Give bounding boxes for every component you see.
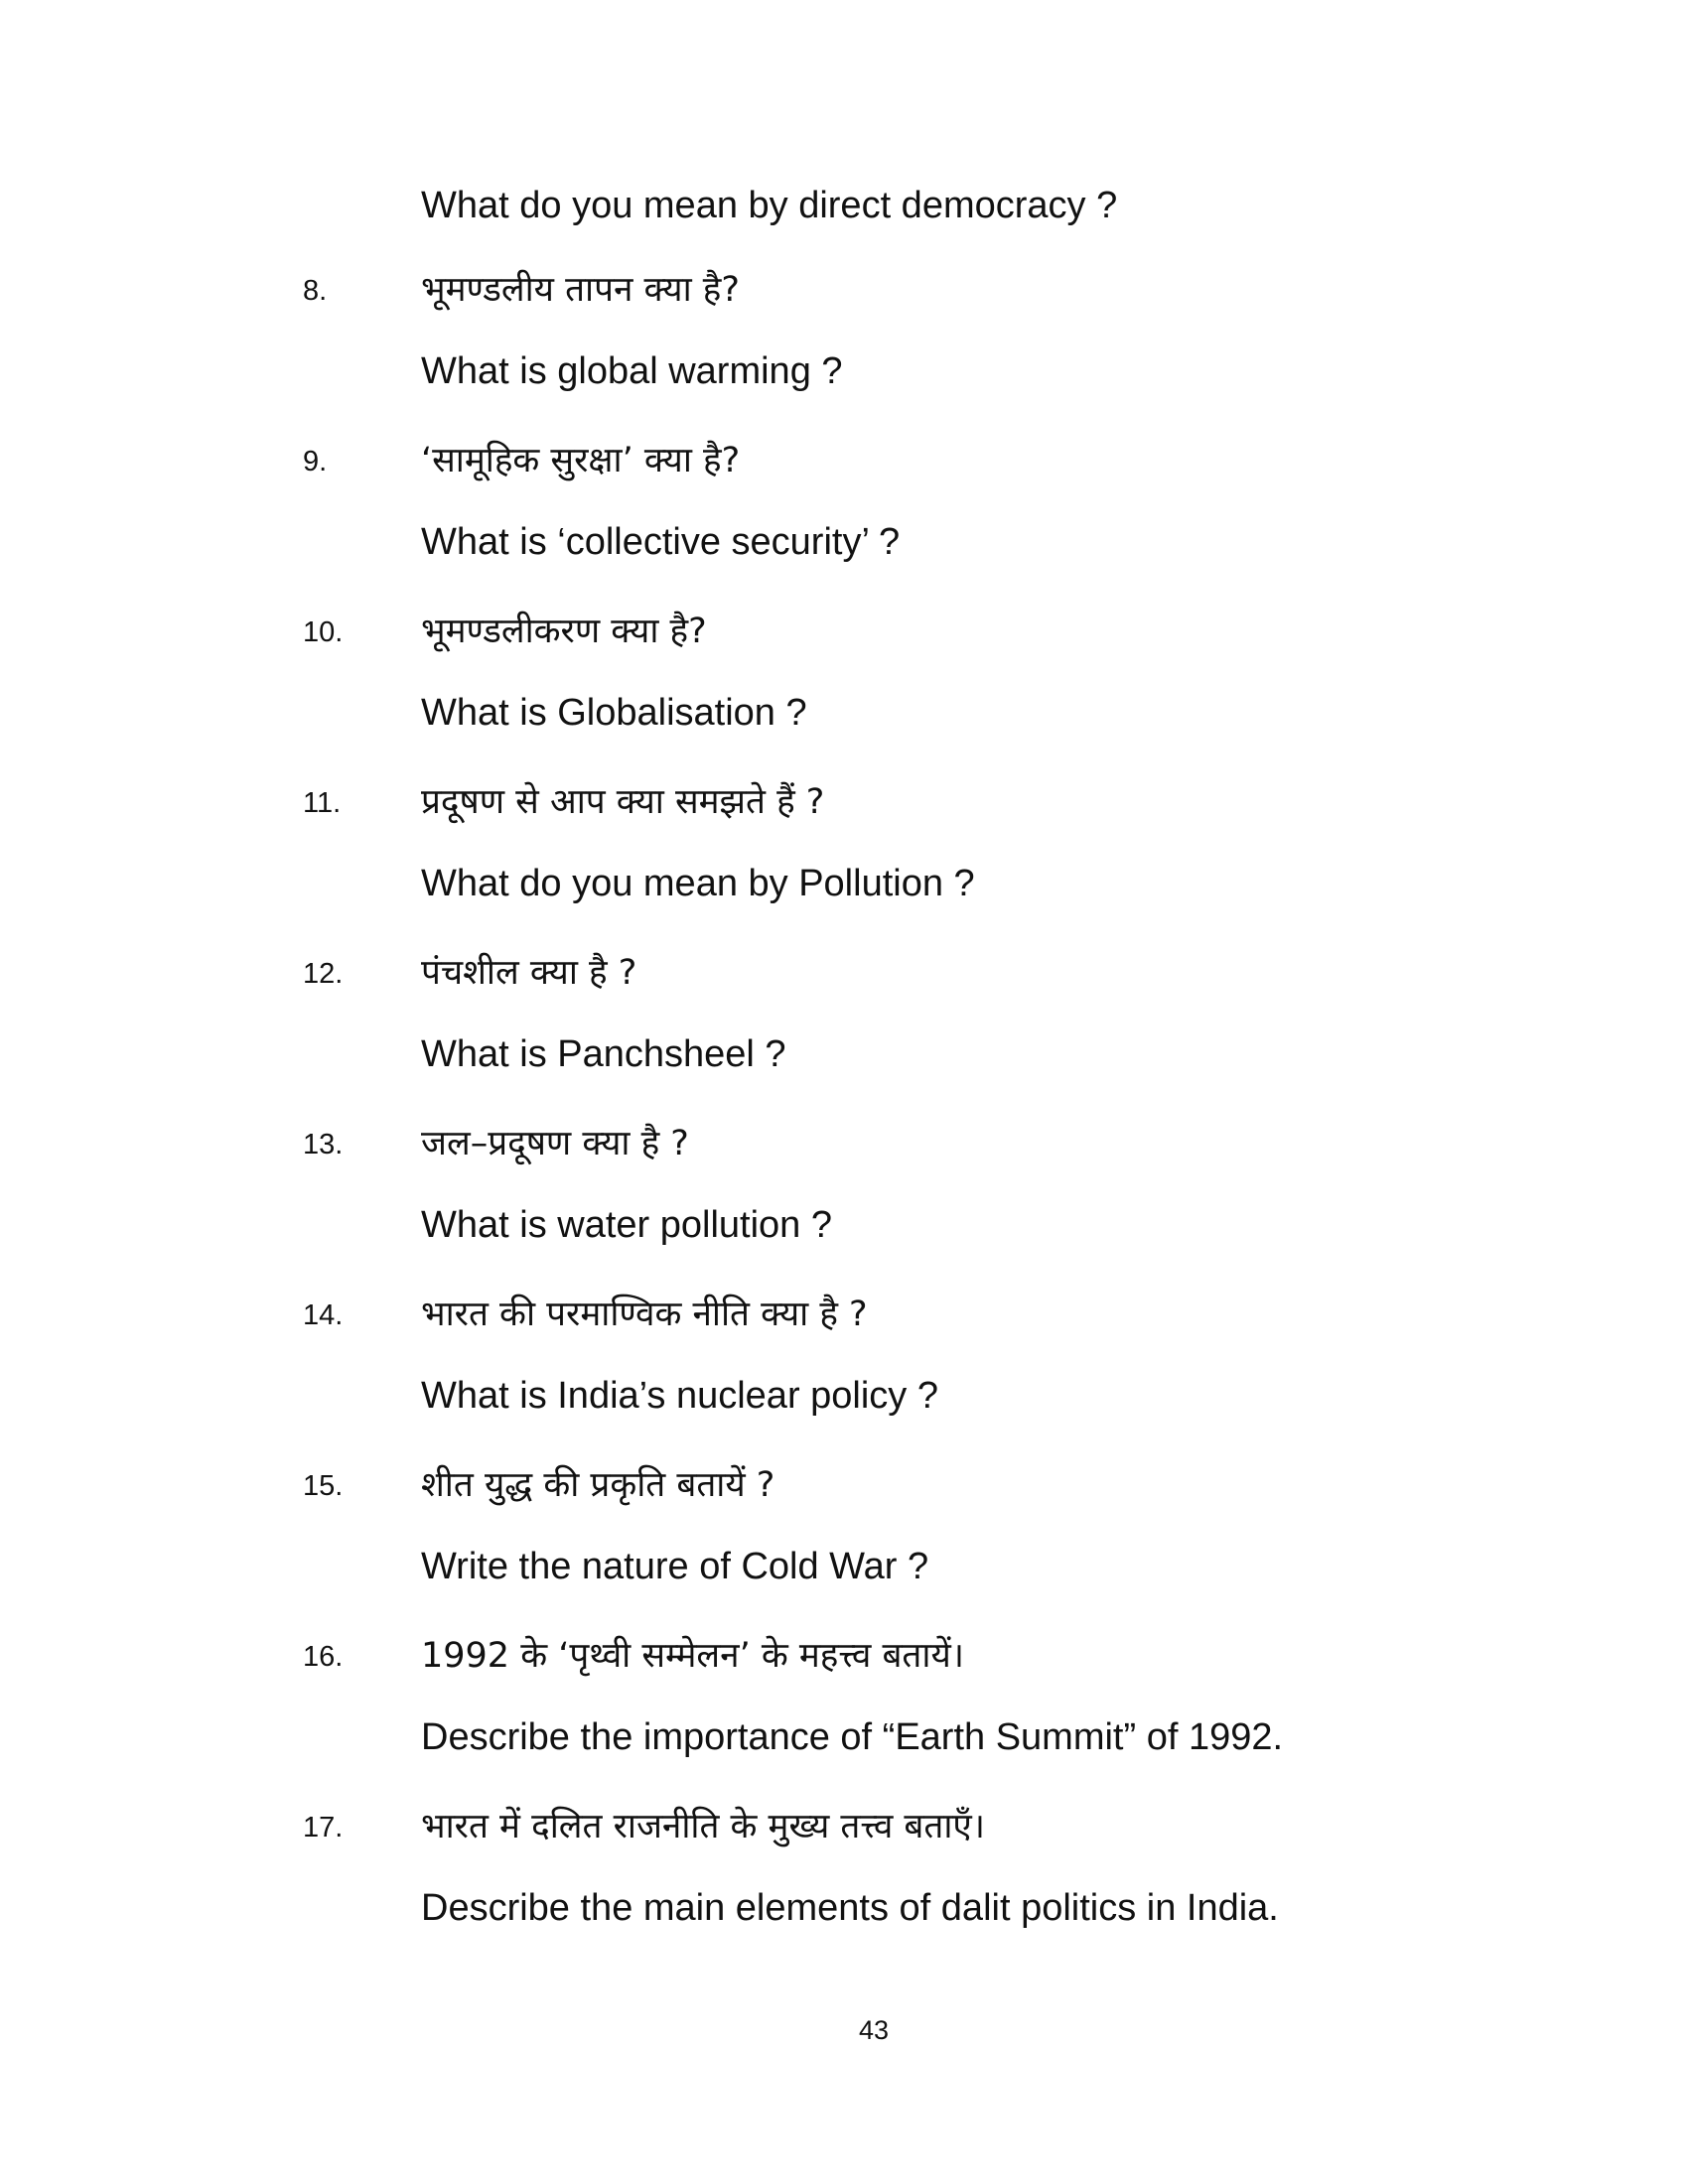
question-hindi: प्रदूषण से आप क्या समझते हैं ? [421, 782, 825, 822]
question-hindi: जल–प्रदूषण क्या है ? [421, 1124, 689, 1163]
question-hindi: पंचशील क्या है ? [421, 953, 637, 993]
question-number: 15. [303, 1470, 344, 1502]
question-item [0, 436, 1688, 607]
question-item [0, 1290, 1688, 1460]
question-number: 10. [303, 616, 344, 648]
question-english: Write the nature of Cold War ? [421, 1546, 929, 1587]
question-item [0, 265, 1688, 436]
question-number: 9. [303, 446, 328, 478]
question-list [0, 265, 1688, 1973]
question-number: 11. [303, 787, 342, 819]
question-hindi: भारत में दलित राजनीति के मुख्य तत्त्व बताएँ। [421, 1807, 986, 1846]
question-number: 12. [303, 958, 344, 990]
question-number: 17. [303, 1812, 344, 1843]
question-item [0, 607, 1688, 777]
question-english: What is water pollution ? [421, 1204, 832, 1246]
page-number: 43 [858, 2015, 890, 2045]
question-english: What is India’s nuclear policy ? [421, 1375, 938, 1417]
question-hindi: भूमण्डलीय तापन क्या है? [421, 270, 740, 310]
question-english: What is Globalisation ? [421, 692, 807, 734]
question-number: 14. [303, 1299, 344, 1331]
question-item [0, 777, 1688, 948]
question-number: 13. [303, 1129, 344, 1160]
question-hindi: ‘सामूहिक सुरक्षा’ क्या है? [421, 441, 741, 480]
question-english: What is ‘collective security’ ? [421, 521, 901, 563]
question-english: Describe the importance of “Earth Summit” of 1992. [421, 1716, 1284, 1758]
question-hindi: भूमण्डलीकरण क्या है? [421, 612, 707, 651]
question-7-english: What do you mean by direct democracy ? [421, 185, 1118, 226]
question-item [0, 1802, 1688, 1973]
question-item [0, 948, 1688, 1119]
question-english: Describe the main elements of dalit politics in India. [421, 1887, 1279, 1929]
question-hindi: भारत की परमाण्विक नीति क्या है ? [421, 1295, 868, 1334]
question-english: What is Panchsheel ? [421, 1033, 786, 1075]
question-number: 8. [303, 275, 328, 307]
question-hindi: शीत युद्ध की प्रकृति बतायें ? [421, 1465, 775, 1505]
question-english: What is global warming ? [421, 350, 843, 392]
question-item [0, 1631, 1688, 1802]
question-hindi: 1992 के ‘पृथ्वी सम्मेलन’ के महत्त्व बतायें। [421, 1636, 965, 1676]
question-number: 16. [303, 1641, 344, 1673]
question-item [0, 1460, 1688, 1631]
question-item [0, 1119, 1688, 1290]
question-english: What do you mean by Pollution ? [421, 863, 975, 904]
